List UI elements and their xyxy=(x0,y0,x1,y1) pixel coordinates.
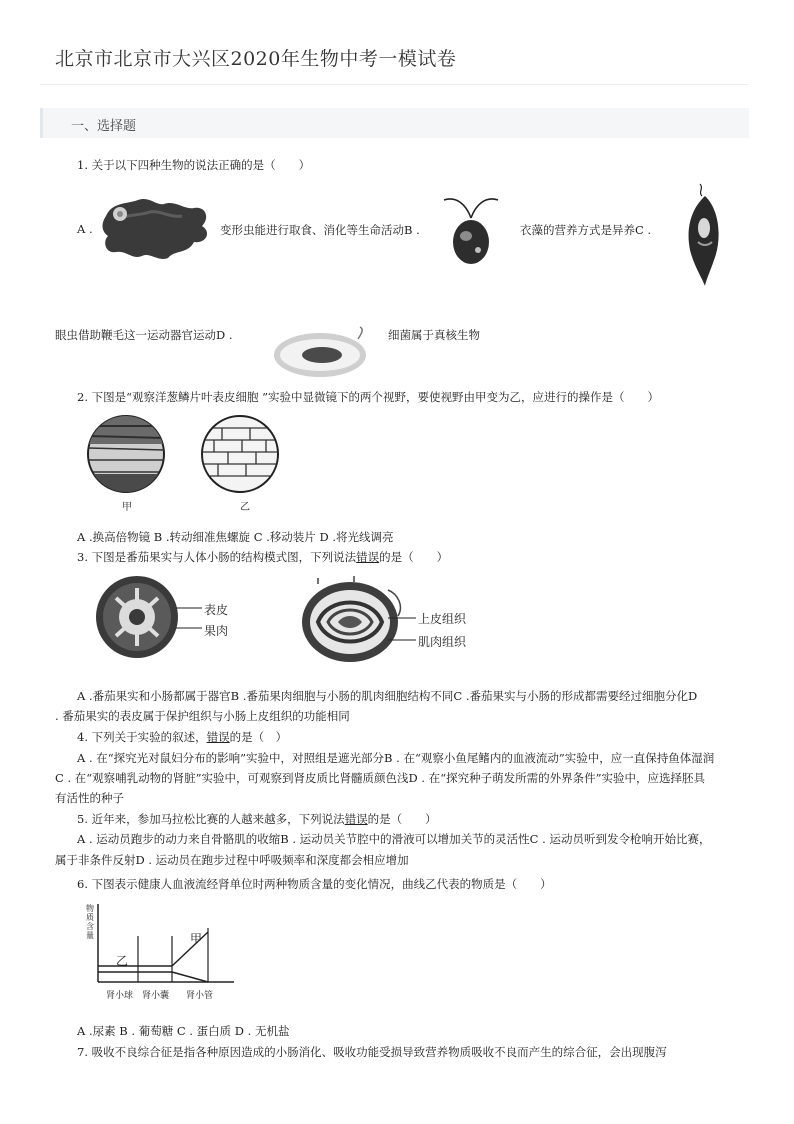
q2-label-jia: 甲 xyxy=(122,502,132,513)
q5-stem-emphasis: 错误 xyxy=(344,812,368,826)
q7-stem: 7. 吸收不良综合征是指各种原因造成的小肠消化、吸收功能受损导致营养物质吸收不良而产生的综合征，会出现腹泻 xyxy=(77,1045,667,1059)
q4-line1: A . 在“探究光对鼠妇分布的影响”实验中，对照组是遮光部分B . 在“观察小鱼尾鳍内的血液流动”实验中，应一直保持鱼体湿润 xyxy=(77,751,715,765)
q6-stem: 6. 下图表示健康人血液流经肾单位时两种物质含量的变化情况，曲线乙代表的物质是（ ） xyxy=(77,877,552,891)
q1-option-c-text: 眼虫借助鞭毛这一运动器官运动D . xyxy=(55,328,233,342)
q6-options: A .尿素 B . 葡萄糖 C . 蛋白质 D . 无机盐 xyxy=(77,1024,290,1038)
q3-stem-pre: 3. 下图是番茄果实与人体小肠的结构模式图，下列说法 xyxy=(77,550,357,564)
q1-option-a-label: A . xyxy=(77,222,93,236)
q4-line2: C . 在“观察哺乳动物的肾脏”实验中，可观察到肾皮质比肾髓质颜色浅D . 在“探究种子萌发所需的外界条件”实验中，应选择胚具 xyxy=(55,771,705,785)
bacterium-image xyxy=(270,325,370,381)
microscope-field-yi xyxy=(200,414,280,494)
q4-stem-pre: 4. 下列关于实验的叙述， xyxy=(77,730,207,744)
tomato-pointer-lines xyxy=(176,602,206,632)
q5-stem-post: 的是（ ） xyxy=(367,812,437,826)
q3-options-line1: A .番茄果实和小肠都属于器官B .番茄果肉细胞与小肠的肌肉细胞结构不同C .番茄果实与小肠的形成都需要经过细胞分化D xyxy=(77,689,698,703)
q3-fig2-label-epithelium: 上皮组织 xyxy=(418,612,467,626)
q1-stem: 1. 关于以下四种生物的说法正确的是（ ） xyxy=(77,158,311,172)
q6-chart-x-glomerulus: 肾小球 xyxy=(106,991,134,1001)
q2-stem: 2. 下图是“观察洋葱鳞片叶表皮细胞 ”实验中显微镜下的两个视野，要使视野由甲变为乙，应进行的操作是（ ） xyxy=(77,390,660,404)
q6-chart-x-tubule: 肾小管 xyxy=(186,991,214,1001)
section-label: 一、选择题 xyxy=(71,119,137,134)
q6-chart-label-jia: 甲 xyxy=(190,932,203,946)
q6-chart-ylabel: 物质含量 xyxy=(86,904,94,940)
section-header xyxy=(40,108,749,138)
q4-line3: 有活性的种子 xyxy=(55,791,124,805)
chlamydomonas-image xyxy=(438,190,504,270)
q1-option-b-text: 衣藻的营养方式是异养C . xyxy=(520,223,652,237)
microscope-field-jia xyxy=(86,414,166,494)
q5-stem-pre: 5. 近年来，参加马拉松比赛的人越来越多，下列说法 xyxy=(77,812,345,826)
tomato-section-image xyxy=(94,574,180,660)
q5-line1: A . 运动员跑步的动力来自骨骼肌的收缩B . 运动员关节腔中的滑液可以增加关节的灵活性C . 运动员听到发令枪响开始比赛， xyxy=(77,832,711,846)
q5-stem xyxy=(77,811,437,827)
page-title: 北京市北京市大兴区2020年生物中考一模试卷 xyxy=(55,48,457,70)
q3-stem-post: 的是（ ） xyxy=(379,550,449,564)
q4-stem-emphasis: 错误 xyxy=(206,730,230,744)
q2-options: A .换高倍物镜 B .转动细准焦螺旋 C .移动装片 D .将光线调亮 xyxy=(77,530,394,544)
q3-fig1-label-flesh: 果肉 xyxy=(204,624,229,638)
q3-fig2-label-muscle: 肌肉组织 xyxy=(418,635,467,649)
q6-chart-label-yi: 乙 xyxy=(116,954,129,968)
q4-stem-post: 的是（ ） xyxy=(229,730,288,744)
intestine-pointer-lines xyxy=(388,610,418,644)
q2-label-yi: 乙 xyxy=(240,502,250,513)
title-divider xyxy=(40,84,748,85)
amoeba-image xyxy=(98,196,214,262)
q3-stem-emphasis: 错误 xyxy=(356,550,380,564)
q4-stem xyxy=(77,729,287,745)
q6-chart-x-capsule: 肾小囊 xyxy=(142,991,170,1001)
q3-fig1-label-epidermis: 表皮 xyxy=(204,603,229,617)
q3-stem xyxy=(77,549,448,565)
euglena-image xyxy=(680,180,730,288)
q3-options-line2: . 番茄果实的表皮属于保护组织与小肠上皮组织的功能相同 xyxy=(55,709,350,723)
q1-option-a-text: 变形虫能进行取食、消化等生命活动B . xyxy=(220,223,420,237)
q5-line2: 属于非条件反射D . 运动员在跑步过程中呼吸频率和深度都会相应增加 xyxy=(55,853,409,867)
q1-option-d-text: 细菌属于真核生物 xyxy=(388,328,480,342)
